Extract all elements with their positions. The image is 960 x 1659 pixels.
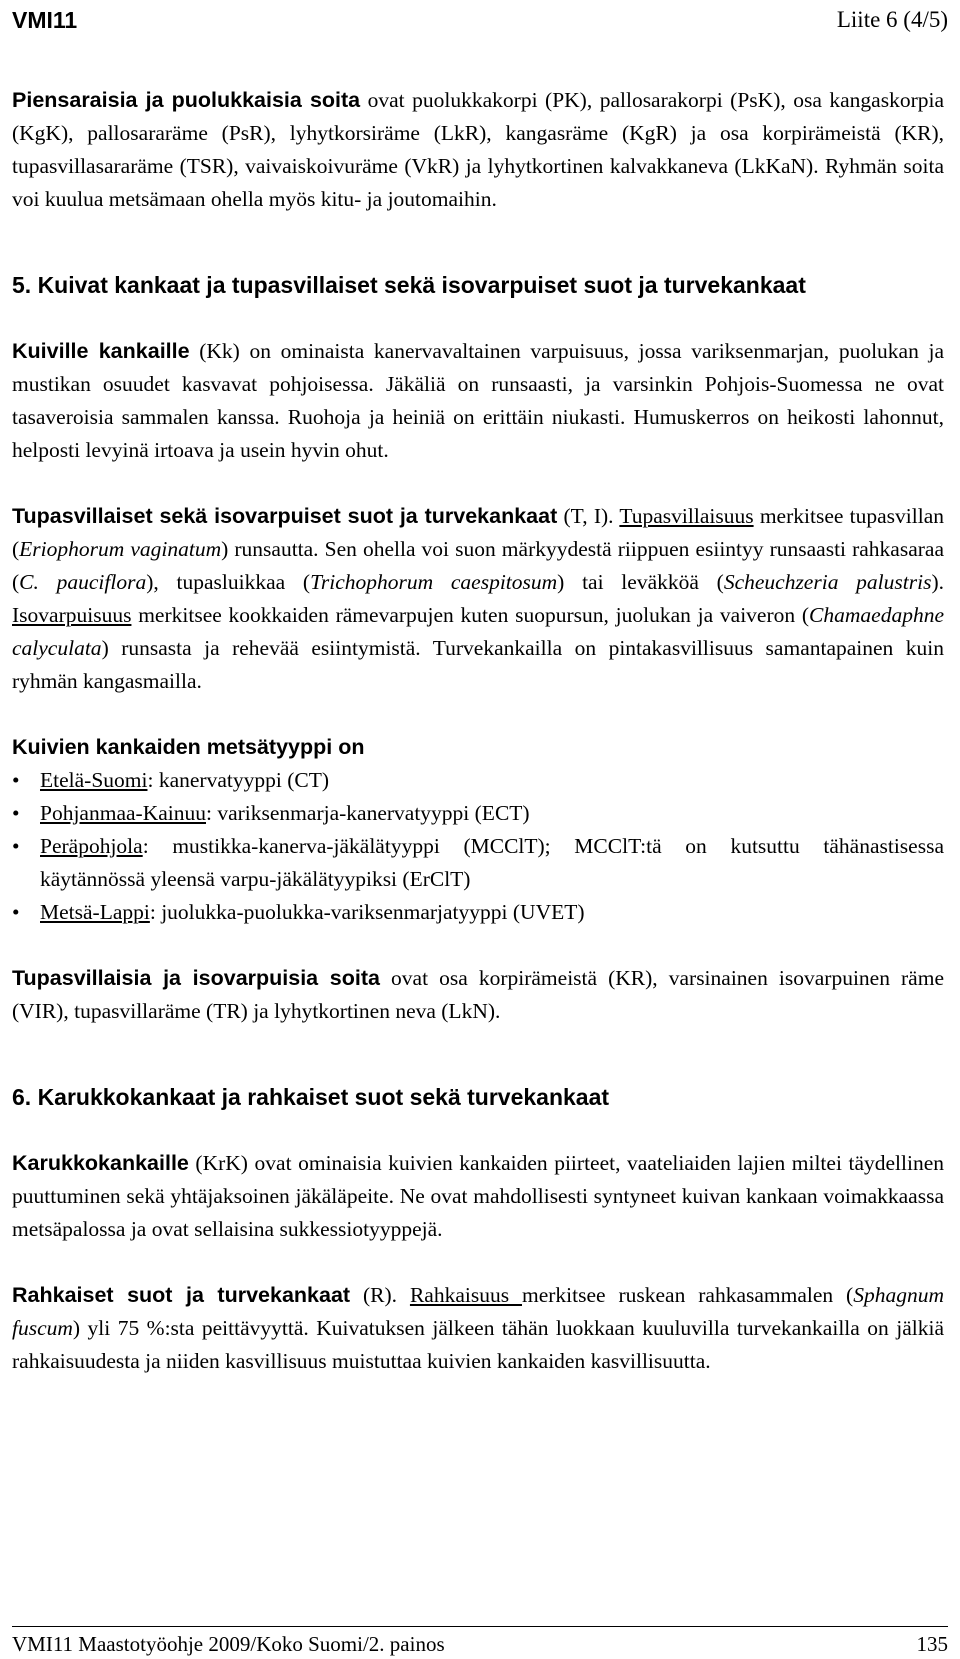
s6-p2-c: ) yli 75 %:sta peittävyyttä. Kuivatuksen jälkeen tähän luokkaan kuuluvilla turvekankailla on jälkiä rahkaisuudesta ja niiden kasvillisuus muistuttaa kuivien kankaiden kasvillisuutta.: [12, 1316, 944, 1373]
section-6-heading: 6. Karukkokankaat ja rahkaiset suot sekä turvekankaat: [12, 1084, 610, 1110]
section-6-paragraph-2: [12, 1279, 944, 1378]
page-header: [12, 2, 948, 38]
header-appendix: Liite 6 (4/5): [836, 7, 948, 32]
list-item: [12, 896, 944, 929]
forest-types-heading: [12, 731, 944, 764]
section-6-paragraph-1: [12, 1147, 944, 1246]
list-item: [12, 797, 944, 830]
bullet-icon: •: [12, 834, 20, 858]
region-type: : juolukka-puolukka-variksenmarjatyyppi (UVET): [149, 900, 585, 924]
s5-p3-lead: Tupasvillaisia ja isovarpuisia soita: [12, 966, 380, 990]
bullet-icon: •: [12, 801, 20, 825]
s5-p2-species-2: C. pauciflora: [19, 570, 147, 594]
s5-p2-a: (T, I).: [557, 504, 620, 528]
forest-types-heading-text: Kuivien kankaiden metsätyyppi on: [12, 735, 365, 759]
region-label: Pohjanmaa-Kainuu: [40, 801, 206, 825]
section-5-paragraph-3: [12, 962, 944, 1028]
page-footer: [12, 1630, 948, 1658]
section-5-paragraph-2: [12, 500, 944, 698]
s5-p2-species-5: Chamaedaphne calyculata: [12, 603, 944, 660]
s5-p2-d: ), tupasluikkaa (: [146, 570, 311, 594]
s6-p2-lead: Rahkaiset suot ja turvekankaat: [12, 1283, 351, 1307]
section-5-paragraph-1: [12, 335, 944, 467]
region-label: Etelä-Suomi: [40, 768, 148, 792]
region-type: : variksenmarja-kanervatyyppi (ECT): [206, 801, 530, 825]
s6-p1-text: (KrK) ovat ominaisia kuivien kankaiden piirteet, vaateliaiden lajien miltei täydellinen puuttuminen sekä yhtäjaksoinen jäkäläpeite. Ne ovat mahdollisesti syntyneet kuivan kankaan voimakkaassa metsäpalossa ja ovat sellaisina sukkessiotyyppejä.: [12, 1151, 944, 1241]
s5-p2-species-1: Eriophorum vaginatum: [19, 537, 222, 561]
s5-p1-text: (Kk) on ominaista kanervavaltainen varpuisuus, jossa variksenmarjan, puolukan ja mustikan osuudet kasvavat pohjoisessa. Jäkäliä on runsaasti, ja varsinkin Pohjois-Suomessa ne ovat tasaveroisia sammalen kanssa. Ruohoja ja heiniä on erittäin niukasti. Humuskerros on heikosti lahonnut, helposti levyinä irtoava ja usein hyvin ohut.: [12, 339, 945, 462]
region-label: Peräpohjola: [40, 834, 143, 858]
s5-p2-h: ) runsasta ja rehevää esiintymistä. Turvekankailla on pintakasvillisuus samantapainen kuin ryhmän kangasmailla.: [12, 636, 944, 693]
page-content: [12, 84, 944, 1378]
s5-p2-species-3: Trichophorum caespitosum: [310, 570, 558, 594]
s5-p3-text: ovat osa korpirämeistä (KR), varsinainen isovarpuinen räme (VIR), tupasvillaräme (TR) ja lyhytkortinen neva (LkN).: [12, 966, 944, 1023]
s5-p1-lead: Kuiville kankaille: [12, 339, 190, 363]
bullet-icon: •: [12, 768, 20, 792]
s6-p1-lead: Karukkokankaille: [12, 1151, 189, 1175]
footer-page-number: 135: [916, 1632, 948, 1656]
region-label: Metsä-Lappi: [40, 900, 150, 924]
footer-divider: [12, 1626, 948, 1627]
bullet-icon: •: [12, 900, 20, 924]
s5-p2-f: ).: [931, 570, 945, 594]
s5-p2-species-4: Scheuchzeria palustris: [723, 570, 932, 594]
list-item: [12, 830, 944, 896]
s5-p2-b: merkitsee tupasvillan (: [12, 504, 944, 561]
forest-types-list: [12, 764, 944, 929]
region-type: : kanervatyyppi (CT): [147, 768, 329, 792]
s5-p2-term-tupasvillaisuus: Tupasvillaisuus: [619, 504, 754, 528]
s5-p2-term-isovarpuisuus: Isovarpuisuus: [12, 603, 132, 627]
footer-publication: VMI11 Maastotyöohje 2009/Koko Suomi/2. painos: [12, 1632, 445, 1656]
intro-lead: Piensaraisia ja puolukkaisia soita: [12, 88, 361, 112]
s6-p2-b: merkitsee ruskean rahkasammalen (: [521, 1283, 854, 1307]
s5-p2-c: ) runsautta. Sen ohella voi suon märkyydestä riippuen esiintyy runsaasti rahkasaraa (: [12, 537, 945, 594]
list-item: [12, 764, 944, 797]
intro-paragraph: [12, 84, 944, 216]
section-5-heading: 5. Kuivat kankaat ja tupasvillaiset sekä isovarpuiset suot ja turvekankaat: [12, 272, 806, 298]
s6-p2-species-1: Sphagnum fuscum: [12, 1283, 944, 1340]
s5-p2-g: merkitsee kookkaiden rämevarpujen kuten suopursun, juolukan ja vaiveron (: [131, 603, 810, 627]
s6-p2-a: (R).: [350, 1283, 410, 1307]
s6-p2-term-rahkaisuus: Rahkaisuus: [409, 1283, 522, 1307]
region-type: : mustikka-kanerva-jäkälätyyppi (MCClT); MCClT:tä on kutsuttu tähänastisessa käytännössä yleensä varpu-jäkälätyypiksi (ErClT): [40, 834, 944, 891]
s5-p2-e: ) tai leväkköä (: [557, 570, 724, 594]
header-doc-id: VMI11: [12, 7, 78, 33]
s5-p2-lead: Tupasvillaiset sekä isovarpuiset suot ja turvekankaat: [12, 504, 558, 528]
intro-text: ovat puolukkakorpi (PK), pallosarakorpi (PsK), osa kangaskorpia (KgK), pallosararäme (PsR), lyhytkorsiräme (LkR), kangasräme (KgR) ja osa korpirämeistä (KR), tupasvillasararäme (TSR), vaivaiskoivuräme (VkR) ja lyhytkortinen kalvakkaneva (LkKaN). Ryhmän soita voi kuulua metsämaan ohella myös kitu- ja joutomaihin.: [12, 88, 944, 211]
